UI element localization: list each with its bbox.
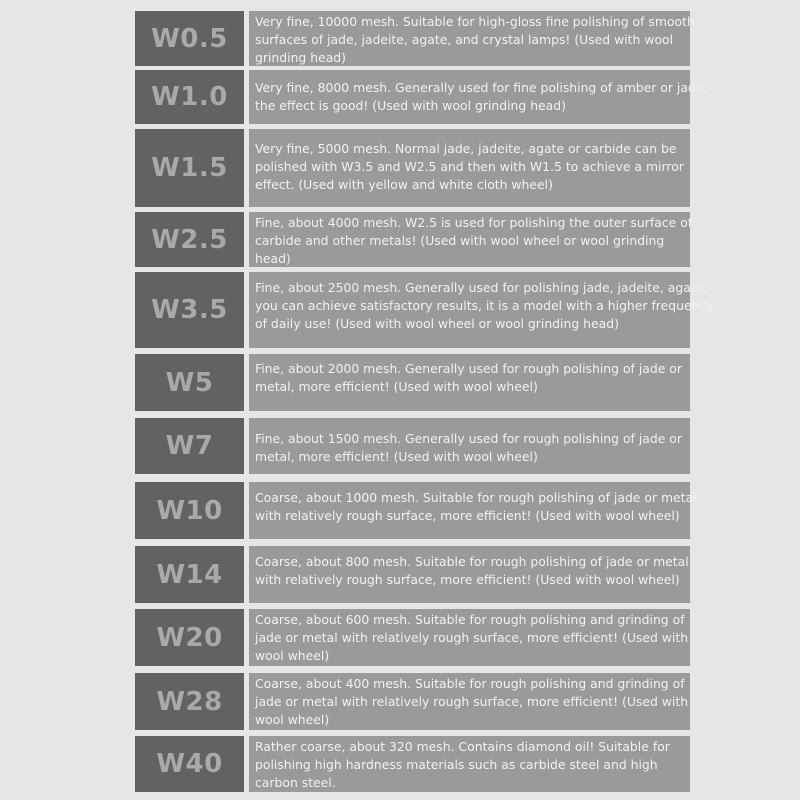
- grade-description: [249, 482, 697, 539]
- grade-label: W28: [135, 673, 244, 730]
- grade-label: W40: [135, 736, 244, 792]
- grade-label: W10: [135, 482, 244, 539]
- grade-description: [249, 70, 708, 124]
- description-line: of daily use! (Used with wool wheel or wool grinding head): [255, 316, 619, 331]
- grade-description: [249, 546, 690, 603]
- description-line: Very fine, 8000 mesh. Generally used for fine polishing of amber or jade,: [255, 80, 708, 95]
- description-line: Coarse, about 1000 mesh. Suitable for rough polishing of jade or metal: [255, 490, 697, 505]
- description-line: wool wheel): [255, 648, 330, 663]
- grade-row-w3-5: [0, 272, 800, 348]
- description-line: with relatively rough surface, more efficient! (Used with wool wheel): [255, 508, 680, 523]
- description-line: carbide and other metals! (Used with wool wheel or wool grinding: [255, 233, 665, 248]
- grade-description: [249, 272, 714, 348]
- grade-row-w10: [0, 482, 800, 539]
- grade-description: [249, 418, 690, 474]
- grade-description: [249, 11, 695, 66]
- grade-row-w2-5: [0, 212, 800, 267]
- description-line: wool wheel): [255, 712, 330, 727]
- description-line: grinding head): [255, 50, 346, 65]
- description-line: you can achieve satisfactory results, it is a model with a higher frequency: [255, 298, 714, 313]
- grade-description: [249, 736, 690, 792]
- description-line: carbon steel.: [255, 775, 336, 790]
- grade-row-w14: [0, 546, 800, 603]
- description-line: Fine, about 2000 mesh. Generally used for rough polishing of jade or: [255, 361, 682, 376]
- grade-label: W0.5: [135, 11, 244, 66]
- description-line: Coarse, about 600 mesh. Suitable for rough polishing and grinding of: [255, 612, 685, 627]
- grade-description: [249, 673, 690, 730]
- grade-row-w7: [0, 418, 800, 474]
- grade-label: W14: [135, 546, 244, 603]
- description-line: surfaces of jade, jadeite, agate, and crystal lamps! (Used with wool: [255, 32, 674, 47]
- grade-row-w1-0: [0, 70, 800, 124]
- description-line: metal, more efficient! (Used with wool wheel): [255, 379, 538, 394]
- description-line: Fine, about 1500 mesh. Generally used for rough polishing of jade or: [255, 431, 682, 446]
- description-line: Very fine, 5000 mesh. Normal jade, jadeite, agate or carbide can be: [255, 141, 677, 156]
- description-line: polished with W3.5 and W2.5 and then with W1.5 to achieve a mirror: [255, 159, 684, 174]
- grade-row-w1-5: [0, 129, 800, 207]
- description-line: metal, more efficient! (Used with wool wheel): [255, 449, 538, 464]
- grade-label: W1.5: [135, 129, 244, 207]
- description-line: Coarse, about 800 mesh. Suitable for rough polishing of jade or metal: [255, 554, 689, 569]
- description-line: effect. (Used with yellow and white cloth wheel): [255, 177, 553, 192]
- grade-description: [249, 609, 690, 666]
- description-line: the effect is good! (Used with wool grinding head): [255, 98, 566, 113]
- grade-label: W20: [135, 609, 244, 666]
- grade-label: W3.5: [135, 272, 244, 348]
- description-line: Very fine, 10000 mesh. Suitable for high-gloss fine polishing of smooth: [255, 14, 695, 29]
- grade-label: W5: [135, 354, 244, 411]
- description-line: Rather coarse, about 320 mesh. Contains diamond oil! Suitable for: [255, 739, 670, 754]
- grade-row-w20: [0, 609, 800, 666]
- description-line: with relatively rough surface, more efficient! (Used with wool wheel): [255, 572, 680, 587]
- description-line: Fine, about 2500 mesh. Generally used for polishing jade, jadeite, agate,: [255, 280, 708, 295]
- description-line: jade or metal with relatively rough surface, more efficient! (Used with: [255, 630, 689, 645]
- grade-row-w40: [0, 736, 800, 792]
- description-line: polishing high hardness materials such as carbide steel and high: [255, 757, 658, 772]
- grade-label: W2.5: [135, 212, 244, 267]
- description-line: jade or metal with relatively rough surface, more efficient! (Used with: [255, 694, 689, 709]
- grade-description: [249, 129, 690, 207]
- grade-row-w28: [0, 673, 800, 730]
- grade-label: W7: [135, 418, 244, 474]
- grade-row-w5: [0, 354, 800, 411]
- grade-label: W1.0: [135, 70, 244, 124]
- grade-description: [249, 212, 693, 267]
- grade-row-w0-5: [0, 11, 800, 66]
- description-line: Fine, about 4000 mesh. W2.5 is used for polishing the outer surface of: [255, 215, 693, 230]
- grade-description: [249, 354, 690, 411]
- description-line: head): [255, 251, 291, 266]
- description-line: Coarse, about 400 mesh. Suitable for rough polishing and grinding of: [255, 676, 685, 691]
